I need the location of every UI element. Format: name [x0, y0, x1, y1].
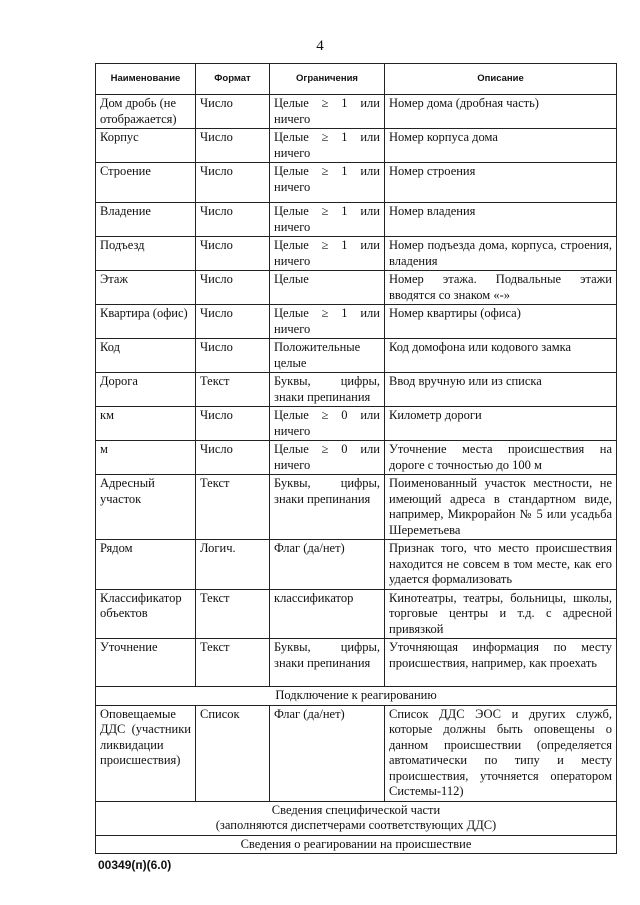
table-row [96, 705, 617, 801]
cell-name: м [96, 441, 196, 475]
table-row [96, 441, 617, 475]
cell-name: Оповещаемые ДДС (участники ликвидации происшествия) [96, 705, 196, 801]
cell-constraint: классификатор [270, 589, 385, 639]
document-code: 00349(п)(6.0) [98, 858, 172, 872]
section-row [96, 835, 617, 854]
cell-constraint: Целые ≥ 1 или ничего [270, 203, 385, 237]
table-row [96, 203, 617, 237]
cell-description: Номер строения [385, 163, 617, 203]
page-number: 4 [316, 38, 324, 54]
cell-format: Число [196, 271, 270, 305]
cell-description: Номер этажа. Подвальные этажи вводятся со знаком «-» [385, 271, 617, 305]
cell-name: Квартира (офис) [96, 305, 196, 339]
table-row [96, 589, 617, 639]
cell-description: Кинотеатры, театры, больницы, школы, торговые центры и т.д. с адресной привязкой [385, 589, 617, 639]
cell-description: Номер дома (дробная часть) [385, 95, 617, 129]
cell-constraint: Целые ≥ 1 или ничего [270, 237, 385, 271]
cell-description: Номер владения [385, 203, 617, 237]
cell-format: Число [196, 305, 270, 339]
cell-constraint: Целые [270, 271, 385, 305]
section-specific [96, 801, 617, 835]
cell-constraint: Флаг (да/нет) [270, 705, 385, 801]
cell-format: Число [196, 407, 270, 441]
cell-format: Число [196, 339, 270, 373]
header-name: Наименование [96, 64, 196, 95]
cell-format: Текст [196, 639, 270, 687]
cell-description: Номер корпуса дома [385, 129, 617, 163]
table-row [96, 271, 617, 305]
cell-constraint: Буквы, цифры, знаки препинания [270, 475, 385, 540]
section-specific-note: (заполняются диспетчерами соответствующих ДДС) [215, 818, 497, 832]
table-row [96, 639, 617, 687]
cell-constraint: Целые ≥ 1 или ничего [270, 163, 385, 203]
section-connect: Подключение к реагированию [96, 687, 617, 706]
table-row [96, 163, 617, 203]
cell-format: Текст [196, 475, 270, 540]
section-row [96, 801, 617, 835]
cell-description: Ввод вручную или из списка [385, 373, 617, 407]
section-specific-title: Сведения специфической части [271, 802, 441, 817]
cell-format: Число [196, 441, 270, 475]
fields-table [95, 63, 617, 854]
cell-name: Владение [96, 203, 196, 237]
cell-name: Корпус [96, 129, 196, 163]
cell-name: км [96, 407, 196, 441]
cell-format: Текст [196, 589, 270, 639]
cell-constraint: Буквы, цифры, знаки препинания [270, 639, 385, 687]
table-header-row [96, 64, 617, 95]
table-row [96, 129, 617, 163]
cell-constraint: Целые ≥ 0 или ничего [270, 407, 385, 441]
cell-name: Строение [96, 163, 196, 203]
cell-name: Подъезд [96, 237, 196, 271]
cell-name: Уточнение [96, 639, 196, 687]
cell-format: Число [196, 163, 270, 203]
cell-constraint: Целые ≥ 0 или ничего [270, 441, 385, 475]
cell-name: Классификатор объектов [96, 589, 196, 639]
table-row [96, 540, 617, 590]
cell-constraint: Целые ≥ 1 или ничего [270, 129, 385, 163]
cell-format: Список [196, 705, 270, 801]
cell-name: Рядом [96, 540, 196, 590]
header-constraints: Ограничения [270, 64, 385, 95]
table-row [96, 305, 617, 339]
cell-name: Адресный участок [96, 475, 196, 540]
cell-constraint: Целые ≥ 1 или ничего [270, 95, 385, 129]
cell-name: Дом дробь (не отображается) [96, 95, 196, 129]
cell-format: Логич. [196, 540, 270, 590]
section-response: Сведения о реагировании на происшествие [96, 835, 617, 854]
cell-constraint: Флаг (да/нет) [270, 540, 385, 590]
cell-description: Километр дороги [385, 407, 617, 441]
cell-description: Список ДДС ЭОС и других служб, которые должны быть оповещены о данном происшествии (определяется автоматически по типу и месту происшествия, уточняется оператором Системы-112) [385, 705, 617, 801]
cell-format: Число [196, 203, 270, 237]
table-row [96, 407, 617, 441]
table-row [96, 373, 617, 407]
cell-description: Поименованный участок местности, не имеющий адреса в стандартном виде, например, Микрорайон № 5 или усадьба Шереметьева [385, 475, 617, 540]
cell-description: Код домофона или кодового замка [385, 339, 617, 373]
table-row [96, 95, 617, 129]
cell-format: Число [196, 129, 270, 163]
header-description: Описание [385, 64, 617, 95]
cell-constraint: Целые ≥ 1 или ничего [270, 305, 385, 339]
header-format: Формат [196, 64, 270, 95]
cell-format: Текст [196, 373, 270, 407]
table-row [96, 237, 617, 271]
cell-description: Номер квартиры (офиса) [385, 305, 617, 339]
cell-name: Дорога [96, 373, 196, 407]
section-row [96, 687, 617, 706]
cell-constraint: Буквы, цифры, знаки препинания [270, 373, 385, 407]
cell-description: Признак того, что место происшествия находится не совсем в том месте, как его удается формализовать [385, 540, 617, 590]
cell-name: Этаж [96, 271, 196, 305]
cell-description: Уточнение места происшествия на дороге с точностью до 100 м [385, 441, 617, 475]
cell-constraint: Положительные целые [270, 339, 385, 373]
cell-description: Уточняющая информация по месту происшествия, например, как проехать [385, 639, 617, 687]
table-row [96, 339, 617, 373]
cell-description: Номер подъезда дома, корпуса, строения, владения [385, 237, 617, 271]
cell-name: Код [96, 339, 196, 373]
table-row [96, 475, 617, 540]
cell-format: Число [196, 237, 270, 271]
cell-format: Число [196, 95, 270, 129]
